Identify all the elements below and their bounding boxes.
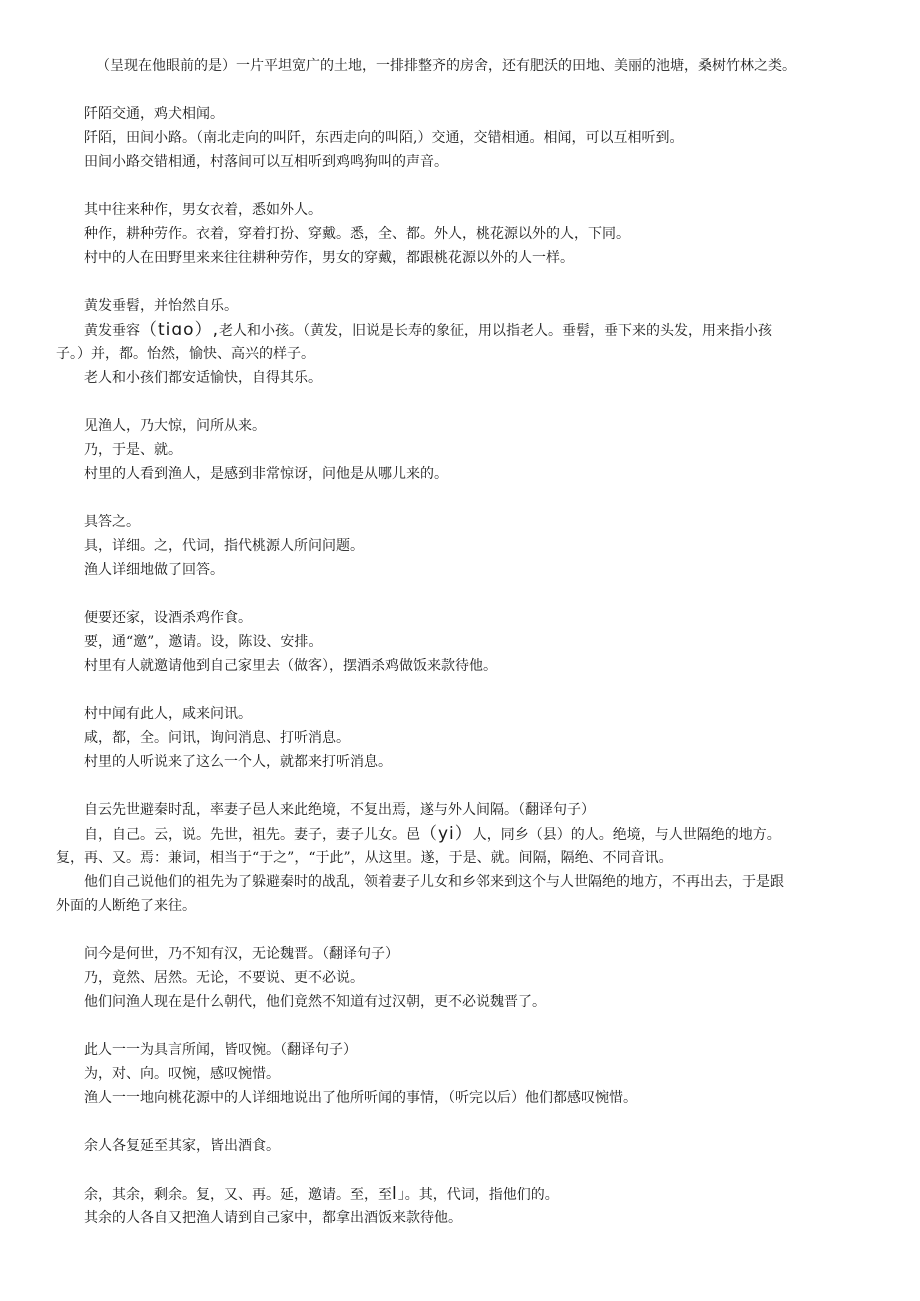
text-segment: 自，自己。云，说。先世，祖先。妻子，妻子儿女。邑 bbox=[84, 827, 420, 843]
text-line: 村里有人就邀请他到自己家里去（做客），摆酒杀鸡做饭来款待他。 bbox=[84, 658, 497, 674]
text-line: （呈现在他眼前的是）一片平坦宽广的土地，一排排整齐的房舍，还有肥沃的田地、美丽的池塘，桑树竹林之类。 bbox=[96, 58, 796, 74]
text-line bbox=[84, 825, 781, 843]
text-line bbox=[84, 321, 772, 339]
text-line: 村中的人在田野里来来往往耕种劳作，男女的穿戴，都跟桃花源以外的人一样。 bbox=[84, 250, 574, 266]
text-line: 阡陌交通，鸡犬相闻。 bbox=[84, 106, 224, 122]
text-line: 黄发垂髫，并怡然自乐。 bbox=[84, 298, 238, 314]
text-line: 他们问渔人现在是什么朝代，他们竟然不知道有过汉朝，更不必说魏晋了。 bbox=[84, 994, 546, 1010]
text-line: 见渔人，乃大惊，问所从来。 bbox=[84, 418, 266, 434]
text-line: 他们自己说他们的祖先为了躲避秦时的战乱，领着妻子儿女和乡邻来到这个与人世隔绝的地方，不再出去，于是跟 bbox=[84, 874, 784, 890]
stray-glyph: l bbox=[392, 1184, 398, 1204]
text-line: 村中闻有此人，咸来问讯。 bbox=[84, 706, 252, 722]
text-line: 乃，竟然、居然。无论，不要说、更不必说。 bbox=[84, 970, 364, 986]
text-line: 此人一一为具言所闻，皆叹惋。（翻译句子） bbox=[84, 1042, 357, 1058]
text-segment: 余，其余，剩余。复，又、再。延，邀请。至，至 bbox=[84, 1187, 392, 1203]
text-line: 渔人详细地做了回答。 bbox=[84, 562, 224, 578]
text-line: 其余的人各自又把渔人请到自己家中，都拿出酒饭来款待他。 bbox=[84, 1210, 462, 1226]
text-line: 村里的人看到渔人，是感到非常惊讶，问他是从哪儿来的。 bbox=[84, 466, 448, 482]
text-line: 阡陌，田间小路。（南北走向的叫阡，东西走向的叫陌,）交通，交错相通。相闻，可以互相听到。 bbox=[84, 130, 684, 146]
text-line: 田间小路交错相通，村落间可以互相听到鸡鸣狗叫的声音。 bbox=[84, 154, 448, 170]
text-line: 问今是何世，乃不知有汉，无论魏晋。（翻译句子） bbox=[84, 946, 399, 962]
text-line: 咸，都，全。问讯，询问消息、打听消息。 bbox=[84, 730, 350, 746]
text-line: 自云先世避秦时乱，率妻子邑人来此绝境，不复出焉，遂与外人间隔。（翻译句子） bbox=[84, 802, 595, 818]
pinyin-annotation: （tiɑo）, bbox=[140, 320, 219, 340]
text-segment: 老人和小孩。（黄发，旧说是长寿的象征，用以指老人。垂髫，垂下来的头发，用来指小孩 bbox=[218, 323, 772, 339]
text-line: 外面的人断绝了来往。 bbox=[56, 898, 196, 914]
text-line: 要，通“邀”，邀请。设，陈设、安排。 bbox=[84, 634, 323, 650]
text-line: 便要还家，设酒杀鸡作食。 bbox=[84, 610, 252, 626]
text-line bbox=[84, 1185, 559, 1203]
text-segment: 黄发垂容 bbox=[84, 323, 140, 339]
text-line: 具答之。 bbox=[84, 514, 140, 530]
text-segment: 人，同乡（县）的人。绝境，与人世隔绝的地方。 bbox=[472, 827, 781, 843]
pinyin-annotation: （yi） bbox=[420, 824, 473, 844]
text-line: 种作，耕种劳作。衣着，穿着打扮、穿戴。悉，全、都。外人，桃花源以外的人，下同。 bbox=[84, 226, 630, 242]
text-line: 乃，于是、就。 bbox=[84, 442, 182, 458]
text-line: 为，对、向。叹惋，感叹惋惜。 bbox=[84, 1066, 280, 1082]
text-line: 子。）并，都。怡然，愉快、高兴的样子。 bbox=[56, 346, 315, 362]
text-line: 其中往来种作，男女衣着，悉如外人。 bbox=[84, 202, 322, 218]
text-segment: 」。其，代词，指他们的。 bbox=[397, 1187, 559, 1203]
text-line: 村里的人听说来了这么一个人，就都来打听消息。 bbox=[84, 754, 392, 770]
text-line: 复，再、又。焉：兼词，相当于“于之”，“于此”，从这里。遂，于是、就。间隔，隔绝、不同音讯。 bbox=[56, 850, 673, 866]
text-line: 余人各复延至其家，皆出酒食。 bbox=[84, 1138, 280, 1154]
text-line: 渔人一一地向桃花源中的人详细地说出了他所听闻的事情，（听完以后）他们都感叹惋惜。 bbox=[84, 1090, 637, 1106]
text-line: 老人和小孩们都安适愉快，自得其乐。 bbox=[84, 370, 322, 386]
text-line: 具，详细。之，代词，指代桃源人所问问题。 bbox=[84, 538, 364, 554]
